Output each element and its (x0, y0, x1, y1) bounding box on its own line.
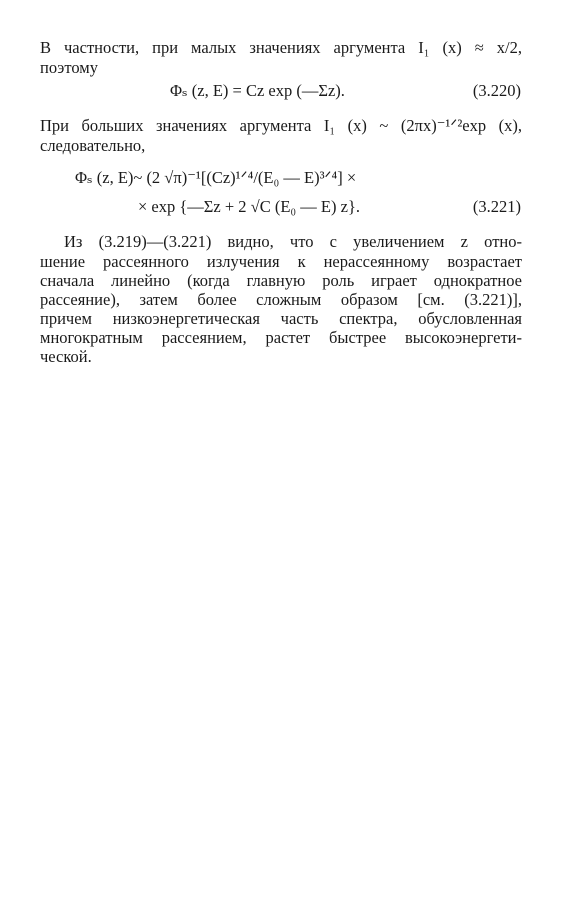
equation-number-3-220: (3.220) (472, 81, 521, 100)
paragraph-3-line-7: ческой. (40, 347, 92, 366)
paragraph-3-line-5: причем низкоэнергетическая часть спектра, обусловленная (40, 309, 522, 328)
paragraph-3-line-4: рассеяние), затем более сложным образом [см. (3.221)], (40, 290, 522, 309)
equation-number-3-221: (3.221) (472, 197, 521, 216)
paragraph-1-line-2: поэтому (40, 58, 98, 77)
paragraph-3-line-2: шение рассеянного излучения к нерассеянному возрастает (40, 252, 522, 271)
paragraph-3-line-6: многократным рассеянием, растет быстрее высокоэнергети- (40, 328, 522, 347)
paragraph-1-line-1: В частности, при малых значениях аргумента I₁ (x) ≈ x/2, (40, 38, 522, 57)
paragraph-3-line-3: сначала линейно (когда главную роль играет однократное (40, 271, 522, 290)
equation-3-220: Φₛ (z, E) = Cz exp (—Σz). (170, 81, 345, 100)
paragraph-3-line-1: Из (3.219)—(3.221) видно, что с увеличением z отно- (64, 232, 522, 251)
paragraph-2-line-2: следовательно, (40, 136, 146, 155)
equation-3-221-line-2: × exp {—Σz + 2 √C (E₀ — E) z}. (138, 197, 360, 216)
paragraph-2-line-1: При больших значениях аргумента I₁ (x) ~ (2πx)⁻¹ᐟ²exp (x), (40, 116, 522, 135)
equation-3-221-line-1: Φₛ (z, E)~ (2 √π)⁻¹[(Cz)¹ᐟ⁴/(E₀ — E)³ᐟ⁴] × (75, 168, 357, 187)
